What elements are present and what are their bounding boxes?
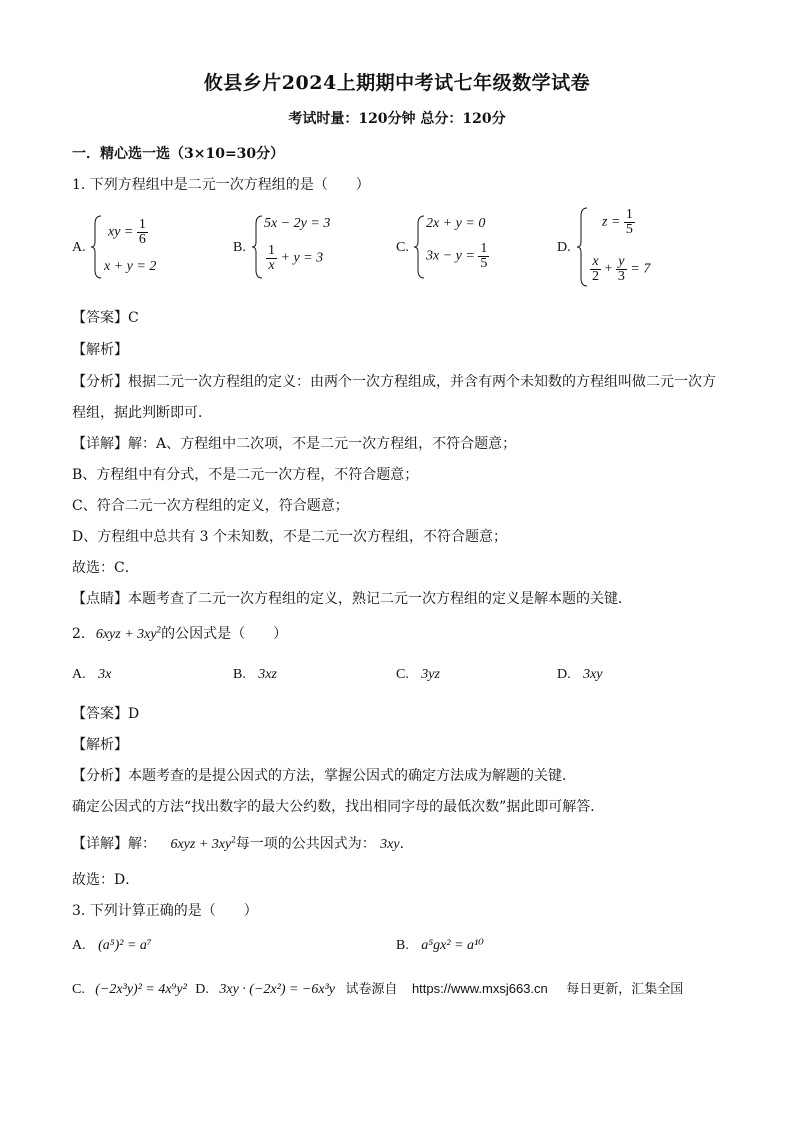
q2-option-b-label: B. — [233, 667, 246, 682]
q1-option-d-row2-fraction2 — [616, 255, 627, 284]
section-heading: 一．精心选一选（3×10=30分） — [72, 146, 285, 162]
q1-option-b-row1: 5x − 2y = 3 — [264, 216, 331, 231]
q2-answer: 【答案】D — [72, 706, 140, 722]
q2-xiangjie-middle: 每一项的公共因式为： — [235, 836, 376, 852]
q1-option-c-row2-lhs: 3x − y = — [426, 248, 475, 264]
frac-num: 1 — [480, 241, 488, 256]
q3-option-a-label: A. — [72, 938, 86, 953]
q1-option-b-brace — [251, 214, 265, 280]
frac-num: 1 — [625, 207, 633, 222]
source-url-link[interactable]: https://www.mxsj663.cn — [411, 981, 548, 996]
q2-number: 2. — [72, 626, 86, 642]
q2-option-d — [557, 666, 603, 683]
q3-option-b — [396, 937, 484, 954]
exam-info: 考试时量：120分钟 总分：120分 — [288, 111, 506, 127]
q1-option-d-row2-rest: = 7 — [630, 261, 651, 277]
q2-expression: 6xyz + 3xy — [95, 627, 157, 642]
q2-option-a-label: A. — [72, 667, 86, 682]
q1-stem: 1. 下列方程组中是二元一次方程组的是（ ） — [72, 177, 370, 193]
q1-xiangjie-line1: 【详解】解：A、方程组中二次项，不是二元一次方程组，不符合题意； — [72, 436, 517, 452]
frac-num: y — [616, 255, 627, 270]
q2-xiangjie — [72, 833, 414, 853]
q1-option-b-row2-fraction — [266, 244, 277, 273]
q2-xiangjie-prefix: 【详解】解： — [72, 836, 156, 852]
q2-option-a-value: 3x — [98, 667, 112, 682]
q2-option-c-label: C. — [396, 667, 409, 682]
q2-choose: 故选：D． — [72, 872, 140, 888]
frac-num: 1 — [268, 243, 275, 258]
q2-xiangjie-expression: 6xyz + 3xy — [170, 837, 232, 852]
frac-num: 1 — [138, 217, 146, 232]
q1-option-a-row2: x + y = 2 — [104, 259, 157, 274]
q1-option-c-row2 — [426, 242, 489, 271]
q1-option-c-brace — [413, 214, 427, 280]
frac-den: 5 — [625, 222, 633, 237]
q2-xiangjie-end: ． — [399, 836, 414, 852]
q1-option-b-row2-rest: + y = 3 — [280, 250, 324, 266]
frac-den: 2 — [592, 269, 599, 284]
q1-option-d-row1-fraction — [624, 208, 635, 237]
q2-stem — [72, 623, 287, 643]
q3-option-b-label: B. — [396, 938, 409, 953]
q3-option-d-label: D. — [195, 982, 209, 997]
q3-option-c-label: C. — [72, 982, 85, 997]
source-note: 试卷源自 — [345, 982, 398, 997]
frac-num: x — [590, 255, 601, 270]
q1-answer: 【答案】C — [72, 310, 139, 326]
frac-den: 5 — [480, 256, 488, 271]
q2-analysis-heading: 【解析】 — [72, 737, 128, 753]
q3-option-a-value: (a⁵)² = a⁷ — [98, 938, 152, 953]
q1-xiangjie-line2: B、方程组中有分式，不是二元一次方程，不符合题意； — [72, 467, 419, 483]
q1-option-d-row1-lhs: z = — [602, 214, 621, 230]
q1-xiangjie-line3: C、符合二元一次方程组的定义，符合题意； — [72, 498, 349, 514]
q3-options-cd-line — [72, 978, 683, 998]
q1-analysis-heading: 【解析】 — [72, 342, 128, 358]
q1-option-b-row2 — [266, 244, 323, 273]
q2-xiangjie-answer: 3xy — [380, 837, 400, 852]
q1-option-d-row1 — [602, 208, 635, 237]
q1-option-b-label: B. — [233, 240, 246, 255]
q1-option-a-row1-lhs: xy = — [108, 224, 134, 240]
q1-dianjing: 【点睛】本题考查了二元一次方程组的定义，熟记二元一次方程组的定义是解本题的关键． — [72, 591, 632, 607]
q1-option-d-label: D. — [557, 240, 571, 255]
q2-option-d-value: 3xy — [583, 667, 603, 682]
q2-exponent: 2 — [156, 624, 162, 635]
q1-option-a-label: A. — [72, 240, 86, 255]
q1-option-a-brace — [90, 214, 104, 280]
plus-sign: + — [604, 261, 613, 277]
q1-option-a-row1 — [108, 218, 148, 247]
q2-option-c-value: 3yz — [421, 667, 440, 682]
q3-option-b-value: a⁵gx² = a¹⁰ — [421, 938, 484, 953]
q1-option-c-row2-fraction — [478, 242, 489, 271]
source-tagline: 每日更新，汇集全国 — [566, 982, 684, 997]
q1-xiangjie-line4: D、方程组中总共有 3 个未知数，不是二元一次方程组，不符合题意； — [72, 529, 508, 545]
q3-stem: 3. 下列计算正确的是（ ） — [72, 903, 258, 919]
q1-option-d-row2-fraction1 — [590, 255, 601, 284]
q1-fenxi-line1: 【分析】根据二元一次方程组的定义：由两个一次方程组成，并含有两个未知数的方程组叫做二元一次方 — [72, 374, 716, 390]
q3-option-a — [72, 937, 152, 954]
frac-den: 3 — [617, 269, 625, 284]
page-title: 攸县乡片2024上期期中考试七年级数学试卷 — [203, 72, 591, 94]
q3-option-d-value: 3xy · (−2x²) = −6x³y — [219, 982, 336, 997]
q1-option-a-row1-fraction — [137, 218, 148, 247]
q2-option-b — [233, 666, 277, 683]
q1-fenxi-line2: 程组，据此判断即可． — [72, 405, 212, 421]
q2-method: 确定公因式的方法“找出数字的最大公约数，找出相同字母的最低次数”据此即可解答． — [72, 799, 605, 815]
q2-option-c — [396, 666, 440, 683]
q1-option-d-row2 — [590, 255, 650, 284]
q2-option-d-label: D. — [557, 667, 571, 682]
q1-option-d-brace — [576, 206, 590, 288]
q2-stem-rest: 的公因式是（ ） — [161, 626, 288, 642]
q1-choose: 故选：C． — [72, 560, 139, 576]
frac-den: 6 — [138, 232, 146, 247]
q1-option-c-row1: 2x + y = 0 — [426, 216, 486, 231]
q2-fenxi: 【分析】本题考查的是提公因式的方法，掌握公因式的确定方法成为解题的关键． — [72, 768, 576, 784]
q2-xiangjie-exponent: 2 — [231, 834, 236, 845]
frac-den: x — [268, 258, 275, 273]
q2-option-b-value: 3xz — [258, 667, 277, 682]
q3-option-c-value: (−2x³y)² = 4x⁹y² — [95, 982, 187, 997]
q1-option-c-label: C. — [396, 240, 409, 255]
q2-option-a — [72, 666, 111, 683]
